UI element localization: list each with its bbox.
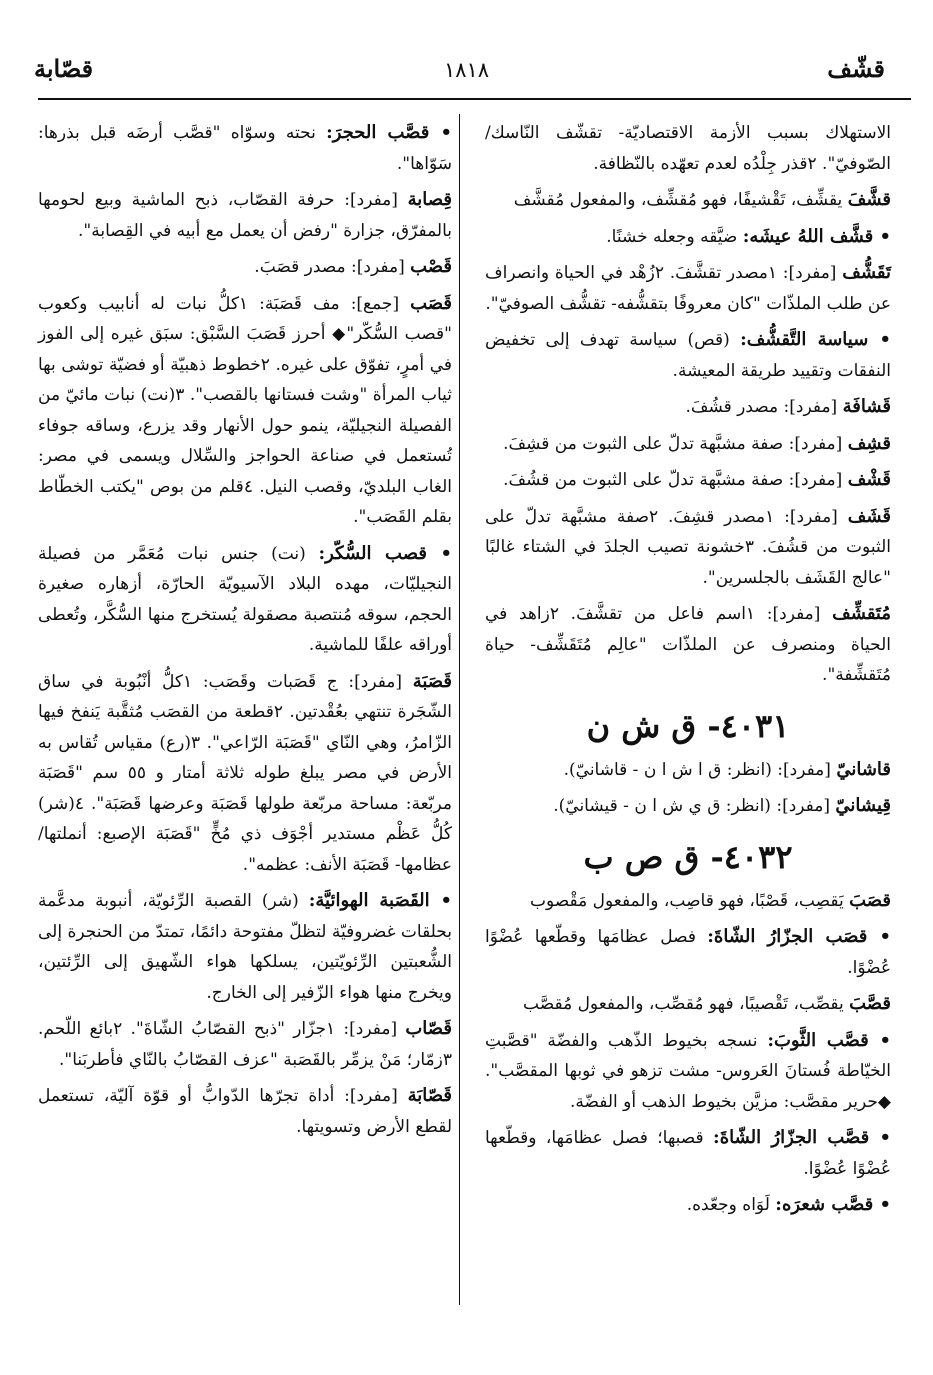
entry-definition: يَقصِب، قَصْبًا، فهو قاصِب، والمفعول مَقْصوب (529, 890, 850, 911)
right-column (485, 118, 891, 1227)
entry-definition: الاستهلاك بسبب الأزمة الاقتصاديّة- تقشّف النّاسك/ الصّوفيّ". ٢قذر جِلْدُه لعدم تعهّده بالنّظافة. (485, 123, 891, 174)
dictionary-entry (485, 755, 891, 786)
entry-headword: قَشَف (847, 505, 891, 527)
entry-definition: فصل عظامَها وقطّعها عُضْوًا عُضْوًا. (485, 927, 891, 978)
root-heading: ٤٠٣١- ق ش ن (586, 706, 790, 745)
dictionary-entry (38, 252, 452, 283)
entry-headword: • قصب السُّكّر: (318, 542, 452, 564)
entry-headword: قشَّفَ (847, 189, 891, 210)
entry-headword: • قصَّب شعرَه: (775, 1194, 891, 1215)
entry-headword: • قصَّب الثَّوبَ: (767, 1029, 892, 1051)
entry-headword: قَصّابَة (407, 1085, 452, 1106)
dictionary-entry (485, 1026, 891, 1118)
entry-definition: يقصِّب، تَقْصيبًا، فهو مُقصِّب، والمفعول مُقصَّب (523, 994, 850, 1014)
dictionary-entry (485, 502, 891, 594)
dictionary-entry (38, 1081, 452, 1142)
entry-definition: [مفرد]: صفة مشبَّهة تدلّ على الثبوت من قشِفَ. (503, 433, 848, 454)
dictionary-entry (38, 185, 452, 246)
dictionary-entry (38, 886, 452, 1008)
header-first-word: قشّف (827, 54, 885, 83)
entry-headword: قَصّاب (405, 1018, 452, 1039)
entry-headword: قَصَبَة (412, 670, 452, 692)
entry-definition: لَوَاه وجعّده. (686, 1195, 776, 1215)
entry-headword: قَشْف (847, 469, 891, 490)
entry-headword: قصَّبَ (849, 993, 891, 1014)
entry-headword: • قصَّب الحجرَ: (326, 122, 453, 143)
dictionary-entry (485, 185, 891, 216)
dictionary-entry (38, 667, 452, 881)
entry-definition: [مفرد]: صفة مشبَّهة تدلّ على الثبوت من قشُفَ. (503, 470, 848, 490)
entry-headword: • قشَّف اللهُ عيشَه: (742, 225, 891, 247)
entry-headword: قشِف (847, 432, 891, 454)
dictionary-entry (485, 886, 891, 917)
entry-headword: قَشافَة (842, 396, 891, 417)
entry-definition: [مفرد]: ج قَصَبات وقَصَب: ١كلُّ أنْبُوبة في ساق الشّجَرة تنتهي بعُقْدتين. ٢قطعة من القصَب مُثقَّبة يَنفخ فيها الزّامرُ، وهي النّاي "قَصَبَة الرّاعي". ٣(رع) مقياس تُقاس به الأرض في مصر يبلغ طوله ثلاثة أمتار و ٥٥ سم "قَصَبَة مربّعة: مساحة مربّعة طولها قَصَبَة وعرضها قَصَبَة". ٤(شر) كُلُّ عَظْم مستدير أجْوَف ذي مُخٍّ "قَصَبَة الإصبع: أنملتها/ عظامها- قَصَبَة الأنف: عظمه". (38, 671, 452, 875)
entry-headword: قَصْب (410, 256, 452, 277)
entry-definition: [مفرد]: (انظر: ق ي ش ا ن - قيشانيّ). (553, 796, 836, 816)
dictionary-entry (38, 289, 452, 533)
entry-headword: • قصَب الجزّارُ الشّاةَ: (707, 926, 892, 947)
dictionary-entry (485, 258, 891, 319)
entry-definition: [مفرد]: ١مصدر قشِفَ. ٢صفة مشبَّهة تدلّ على الثبوت من قشُفَ. ٣خشونة تصيب الجلدَ في الشتاء غالبًا "عالج القَشَف بالجلسرين". (485, 506, 891, 588)
dictionary-entry (485, 922, 891, 983)
entry-headword: مُتَقشِّف (832, 603, 891, 624)
entry-definition: نحته وسوّاه "قصَّب أرضَه قبل بذرها: سَوّاها". (38, 123, 452, 174)
dictionary-entry (485, 118, 891, 179)
entry-definition: [مفرد]: ١مصدر تقشَّفَ. ٢زُهْد في الحياة وانصراف عن طلب الملذّات "كان معروفًا بتقشُّفه- تقشُّف الصوفيّ". (485, 263, 891, 314)
entry-headword: قِصابة (407, 189, 452, 210)
entry-headword: • القَصَبة الهوائيَّة: (308, 890, 453, 911)
entry-definition: [مفرد]: أداة تجرّها الدّوابُّ أو قوّة آليّة، تستعمل لقطع الأرض وتسويتها. (38, 1086, 452, 1137)
entry-definition: ضيَّقه وجعله خشنًا. (606, 226, 743, 247)
entry-definition: نسجه بخيوط الذّهب والفضّة "قصَّبتِ الخيّاطة فُستانَ العَروس- مشت تزهو في ثوبها المقصَّب". ◆حرير مقصَّب: مزيَّن بخيوط الذهب أو الفضّة. (485, 1030, 891, 1112)
entry-headword: قِيشانيّ (835, 795, 891, 816)
entry-definition: [مفرد]: حرفة القصّاب، ذبح الماشية وبيع لحومها بالمفرّق، جزارة "رفض أن يعمل مع أبيه في القِصابة". (38, 190, 452, 241)
entry-definition: يقشِّف، تَقْشيفًا، فهو مُقشِّف، والمفعول مُقشَّف (513, 190, 848, 210)
page-number: ١٨١٨ (443, 58, 490, 82)
entry-definition: [مفرد]: ١جزّار "ذبح القصّابُ الشّاةَ". ٢بائع اللّحم. ٣زمّار؛ مَنْ يزمِّر بالقَصَبة "عزف القصّابُ بالنّاي فأطربَنا". (38, 1019, 452, 1070)
entry-definition: [مفرد]: مصدر قصَبَ. (254, 257, 411, 277)
entry-definition: (شر) القصبة الرِّئويّة، أنبوبة مدعَّمة بحلقات غضروفيّة لتظلّ مفتوحة دائمًا، تمتدّ من الحنجرة إلى الشُّعبتين الرِّئويّتين، يسلكها هواء الشّهيق إلى الرِّئتين، ويخرج منها هواء الزّفير إلى الخارج. (38, 891, 452, 1003)
dictionary-entry (38, 539, 452, 661)
entry-definition: [جمع]: مف قَصَبَة: ١كلُّ نبات له أنابيب وكعوب "قصب السُّكّر"◆ أحرز قَصَبَ السَّبْق: سبَق غيره إلى الفوز في أمرٍ، تفوّق على غيره. ٢خطوط ذهبيّة أو فضيّة توشى بها ثياب المرأة "وشت فستانها بالقصب". ٣(نت) نبات مائيّ من الفصيلة النجيليّة، ينمو حول الأنهار وقد يزرع، وساقه جوفاء تُستعمل في صناعة الحواجز والسِّلال ويسمى في مصر: الغاب البلديّ، وقصب النيل. ٤قلم من بوص "يكتب الخطّاط بقلم القَصَب". (38, 293, 453, 527)
column-divider (459, 114, 460, 1305)
entry-headword: • سياسة التَّقشُّف: (740, 329, 891, 350)
entry-definition: (نت) جنس نبات مُعَمَّر من فصيلة النجيليّات، مهده البلاد الآسيويّة الحارّة، أزهاره صغيرة الحجم، سوقه مُنتصبة مصقولة يُستخرج منها السُّكَّر، وتُعطى أوراقه علفًا للماشية. (38, 543, 452, 655)
dictionary-entry (485, 429, 891, 460)
dictionary-entry (485, 465, 891, 496)
dictionary-entry (38, 1014, 452, 1075)
dictionary-entry (485, 325, 891, 386)
entry-definition: قصبها؛ فصل عظامَها، وقطّعها عُضْوًا عُضْوًا. (485, 1128, 891, 1179)
header-last-word: قصّابة (34, 54, 94, 83)
dictionary-entry (485, 1190, 891, 1221)
dictionary-entry (485, 392, 891, 423)
dictionary-entry (485, 791, 891, 822)
dictionary-entry (485, 599, 891, 691)
entry-headword: قَصَب (410, 292, 452, 314)
entry-definition: [مفرد]: مصدر قشُفَ. (685, 397, 843, 417)
entry-definition: [مفرد]: (انظر: ق ا ش ا ن - قاشانيّ). (563, 759, 837, 780)
dictionary-entry (485, 989, 891, 1020)
root-heading: ٤٠٣٢- ق ص ب (583, 837, 793, 876)
dictionary-entry (38, 118, 452, 179)
dictionary-entry (485, 1123, 891, 1184)
entry-definition: [مفرد]: ١اسم فاعل من تقشَّفَ. ٢زاهد في الحياة ومنصرف عن الملذّات "عالِم مُتَقَشِّف- حياة مُتَقشِّفة". (485, 604, 891, 685)
entry-headword: قصَبَ (849, 889, 891, 911)
page-header (30, 54, 903, 94)
dictionary-entry (485, 222, 891, 253)
header-rule (38, 98, 911, 100)
entry-headword: قاشانيّ (836, 758, 891, 780)
entry-headword: • قصَّب الجزّارُ الشّاةَ: (713, 1127, 891, 1148)
left-column (38, 118, 452, 1148)
entry-definition: (قص) سياسة تهدف إلى تخفيض النفقات وتقييد طريقة المعيشة. (485, 330, 891, 381)
entry-headword: تَقَشُّف (842, 262, 891, 283)
